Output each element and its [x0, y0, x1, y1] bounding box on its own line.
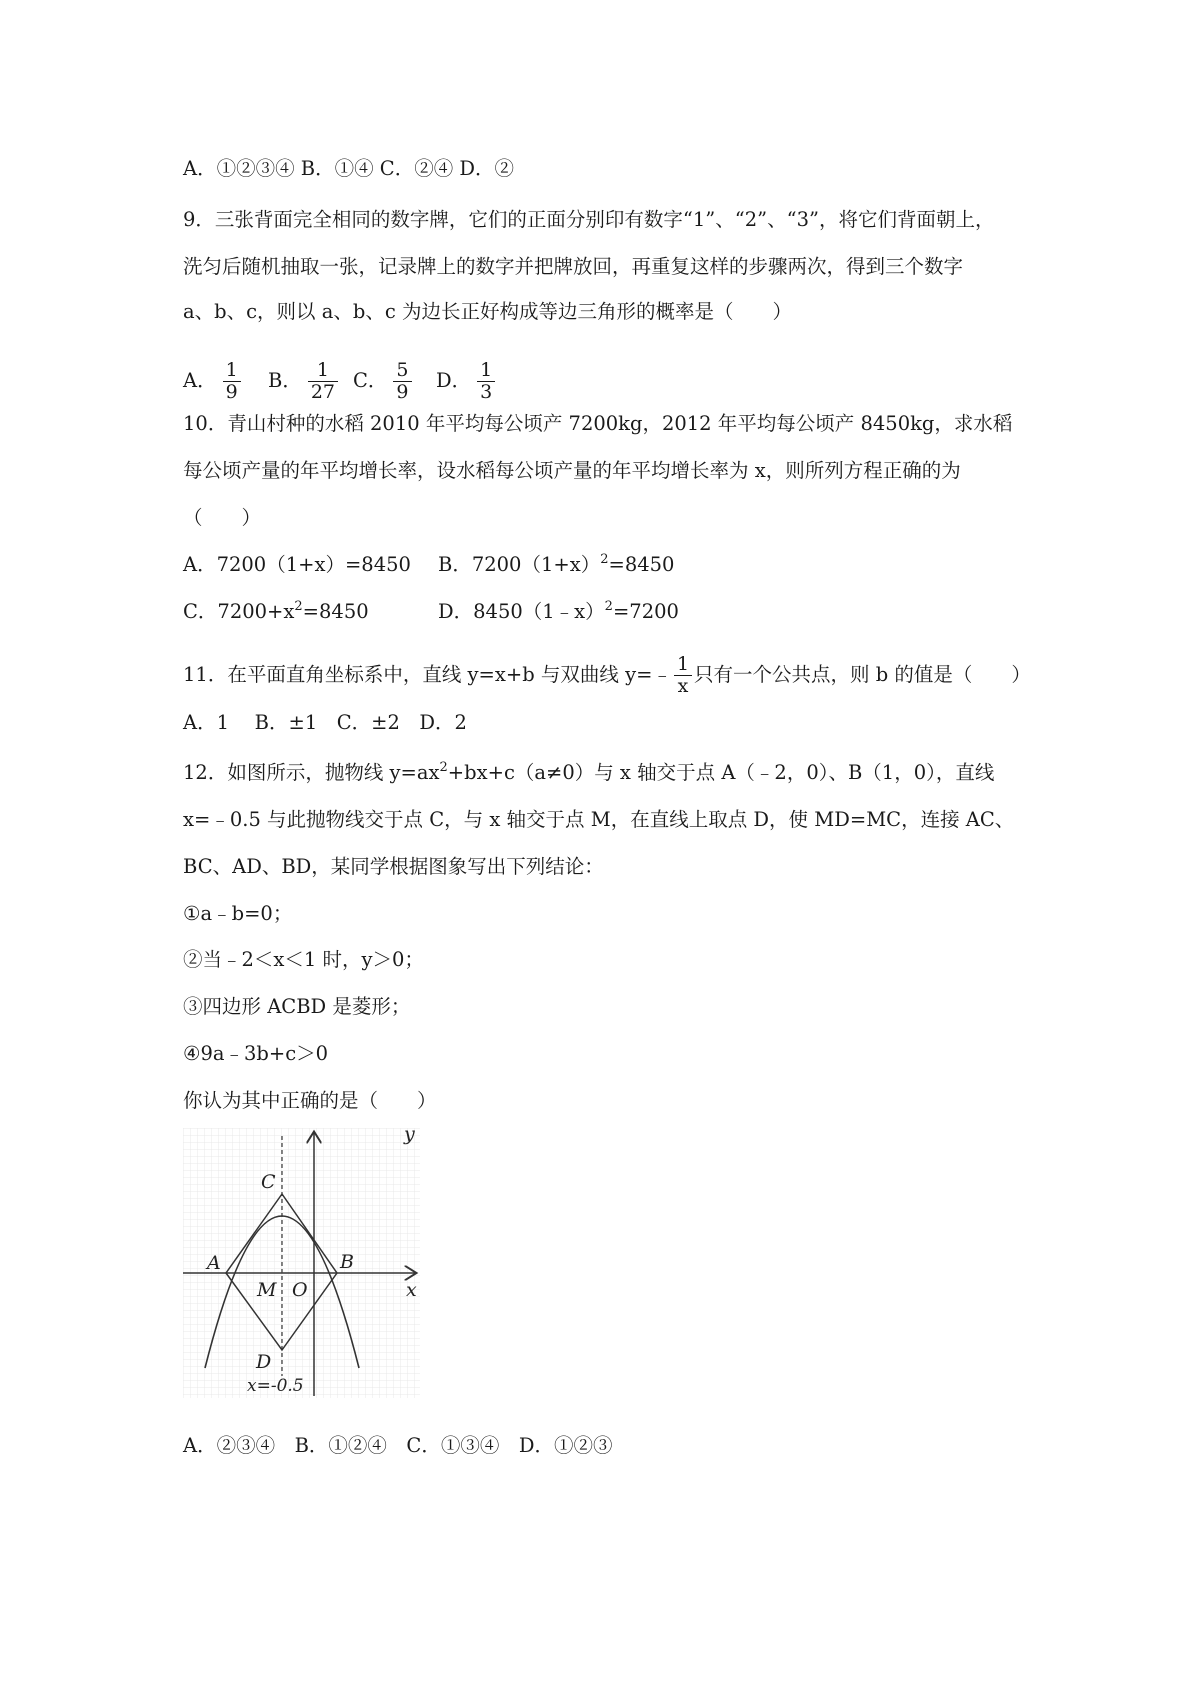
q10-option-b: B．$7200(1+x)^2=8450$	[438, 552, 675, 576]
q12-conclusion-1: ①a﹣b=0；	[183, 902, 293, 925]
q12-line2: x=﹣0.5 与此抛物线交于点 C，与 x 轴交于点 M，在直线上取点 D，使 MD=MC，连接 AC、	[183, 808, 1015, 831]
q9-line3: a、b、c，则以 a、b、c 为边长正好构成等边三角形的概率是（ ）	[183, 300, 792, 323]
q12-conclusion-4: ④9a﹣3b+c＞0	[183, 1042, 329, 1065]
q9-line1: 9．三张背面完全相同的数字牌，它们的正面分别印有数字“1”、“2”、“3”，将它们背面朝上，	[183, 208, 995, 231]
q10-option-d: D．8450（1﹣x）$^2$=7200	[438, 599, 679, 623]
label-d: D	[256, 1351, 272, 1373]
q9-line2: 洗匀后随机抽取一张，记录牌上的数字并把牌放回，再重复这样的步骤两次，得到三个数字	[183, 255, 964, 278]
label-y: y	[404, 1128, 415, 1145]
label-m: M	[257, 1279, 277, 1301]
q9-option-c: C． $\frac{5}{9}$	[353, 360, 418, 403]
label-x: x	[406, 1279, 417, 1301]
q10-option-c: C．$7200+x^2=8450$	[183, 599, 369, 623]
parabola-figure	[183, 1128, 420, 1398]
q10-option-a: A．7200（1+x）=8450	[183, 553, 411, 576]
q12-conclusion-3: ③四边形 ACBD 是菱形；	[183, 995, 411, 1018]
q10-line1: 10．青山村种的水稻 2010 年平均每公顷产 7200kg，2012 年平均每公顷产 8450kg，求水稻	[183, 412, 1013, 435]
label-c: C	[261, 1171, 276, 1193]
q12-conclusion-2: ②当﹣2＜x＜1 时，y＞0；	[183, 948, 424, 971]
q11-stem: 11．在平面直角坐标系中，直线 y=x+b 与双曲线 y=﹣ $\frac{1}{x}$ 只有一个公共点，则 b 的值是（ ）	[183, 653, 1031, 697]
q12-line1: 12．如图所示，抛物线 $y=ax^2+bx+c(a\ne 0)$与 x 轴交于点 A（﹣2，0）、B（1，0），直线	[183, 760, 995, 784]
q8-options: A．①②③④ B．①④ C．②④ D．②	[183, 157, 515, 180]
q9-option-b: B． $\frac{1}{27}$	[268, 360, 344, 403]
label-a: A	[207, 1252, 221, 1274]
parabola-diagram	[183, 1128, 420, 1398]
q11-options: A．1 B．±1 C．±2 D．2	[183, 711, 467, 734]
q9-option-d: D． $\frac{1}{3}$	[436, 360, 501, 403]
q10-line3: （ ）	[183, 506, 262, 529]
q10-line2: 每公顷产量的年平均增长率，设水稻每公顷产量的年平均增长率为 x，则所列方程正确的为	[183, 459, 961, 482]
q12-question: 你认为其中正确的是（ ）	[183, 1089, 437, 1112]
label-o: O	[292, 1279, 308, 1301]
q12-line3: BC、AD、BD，某同学根据图象写出下列结论：	[183, 855, 604, 878]
q9-option-a: A． $\frac{1}{9}$	[183, 360, 247, 403]
label-b: B	[340, 1251, 354, 1273]
q12-options: A．②③④ B．①②④ C．①③④ D．①②③	[183, 1434, 613, 1457]
label-line-eq: x=-0.5	[247, 1376, 304, 1396]
